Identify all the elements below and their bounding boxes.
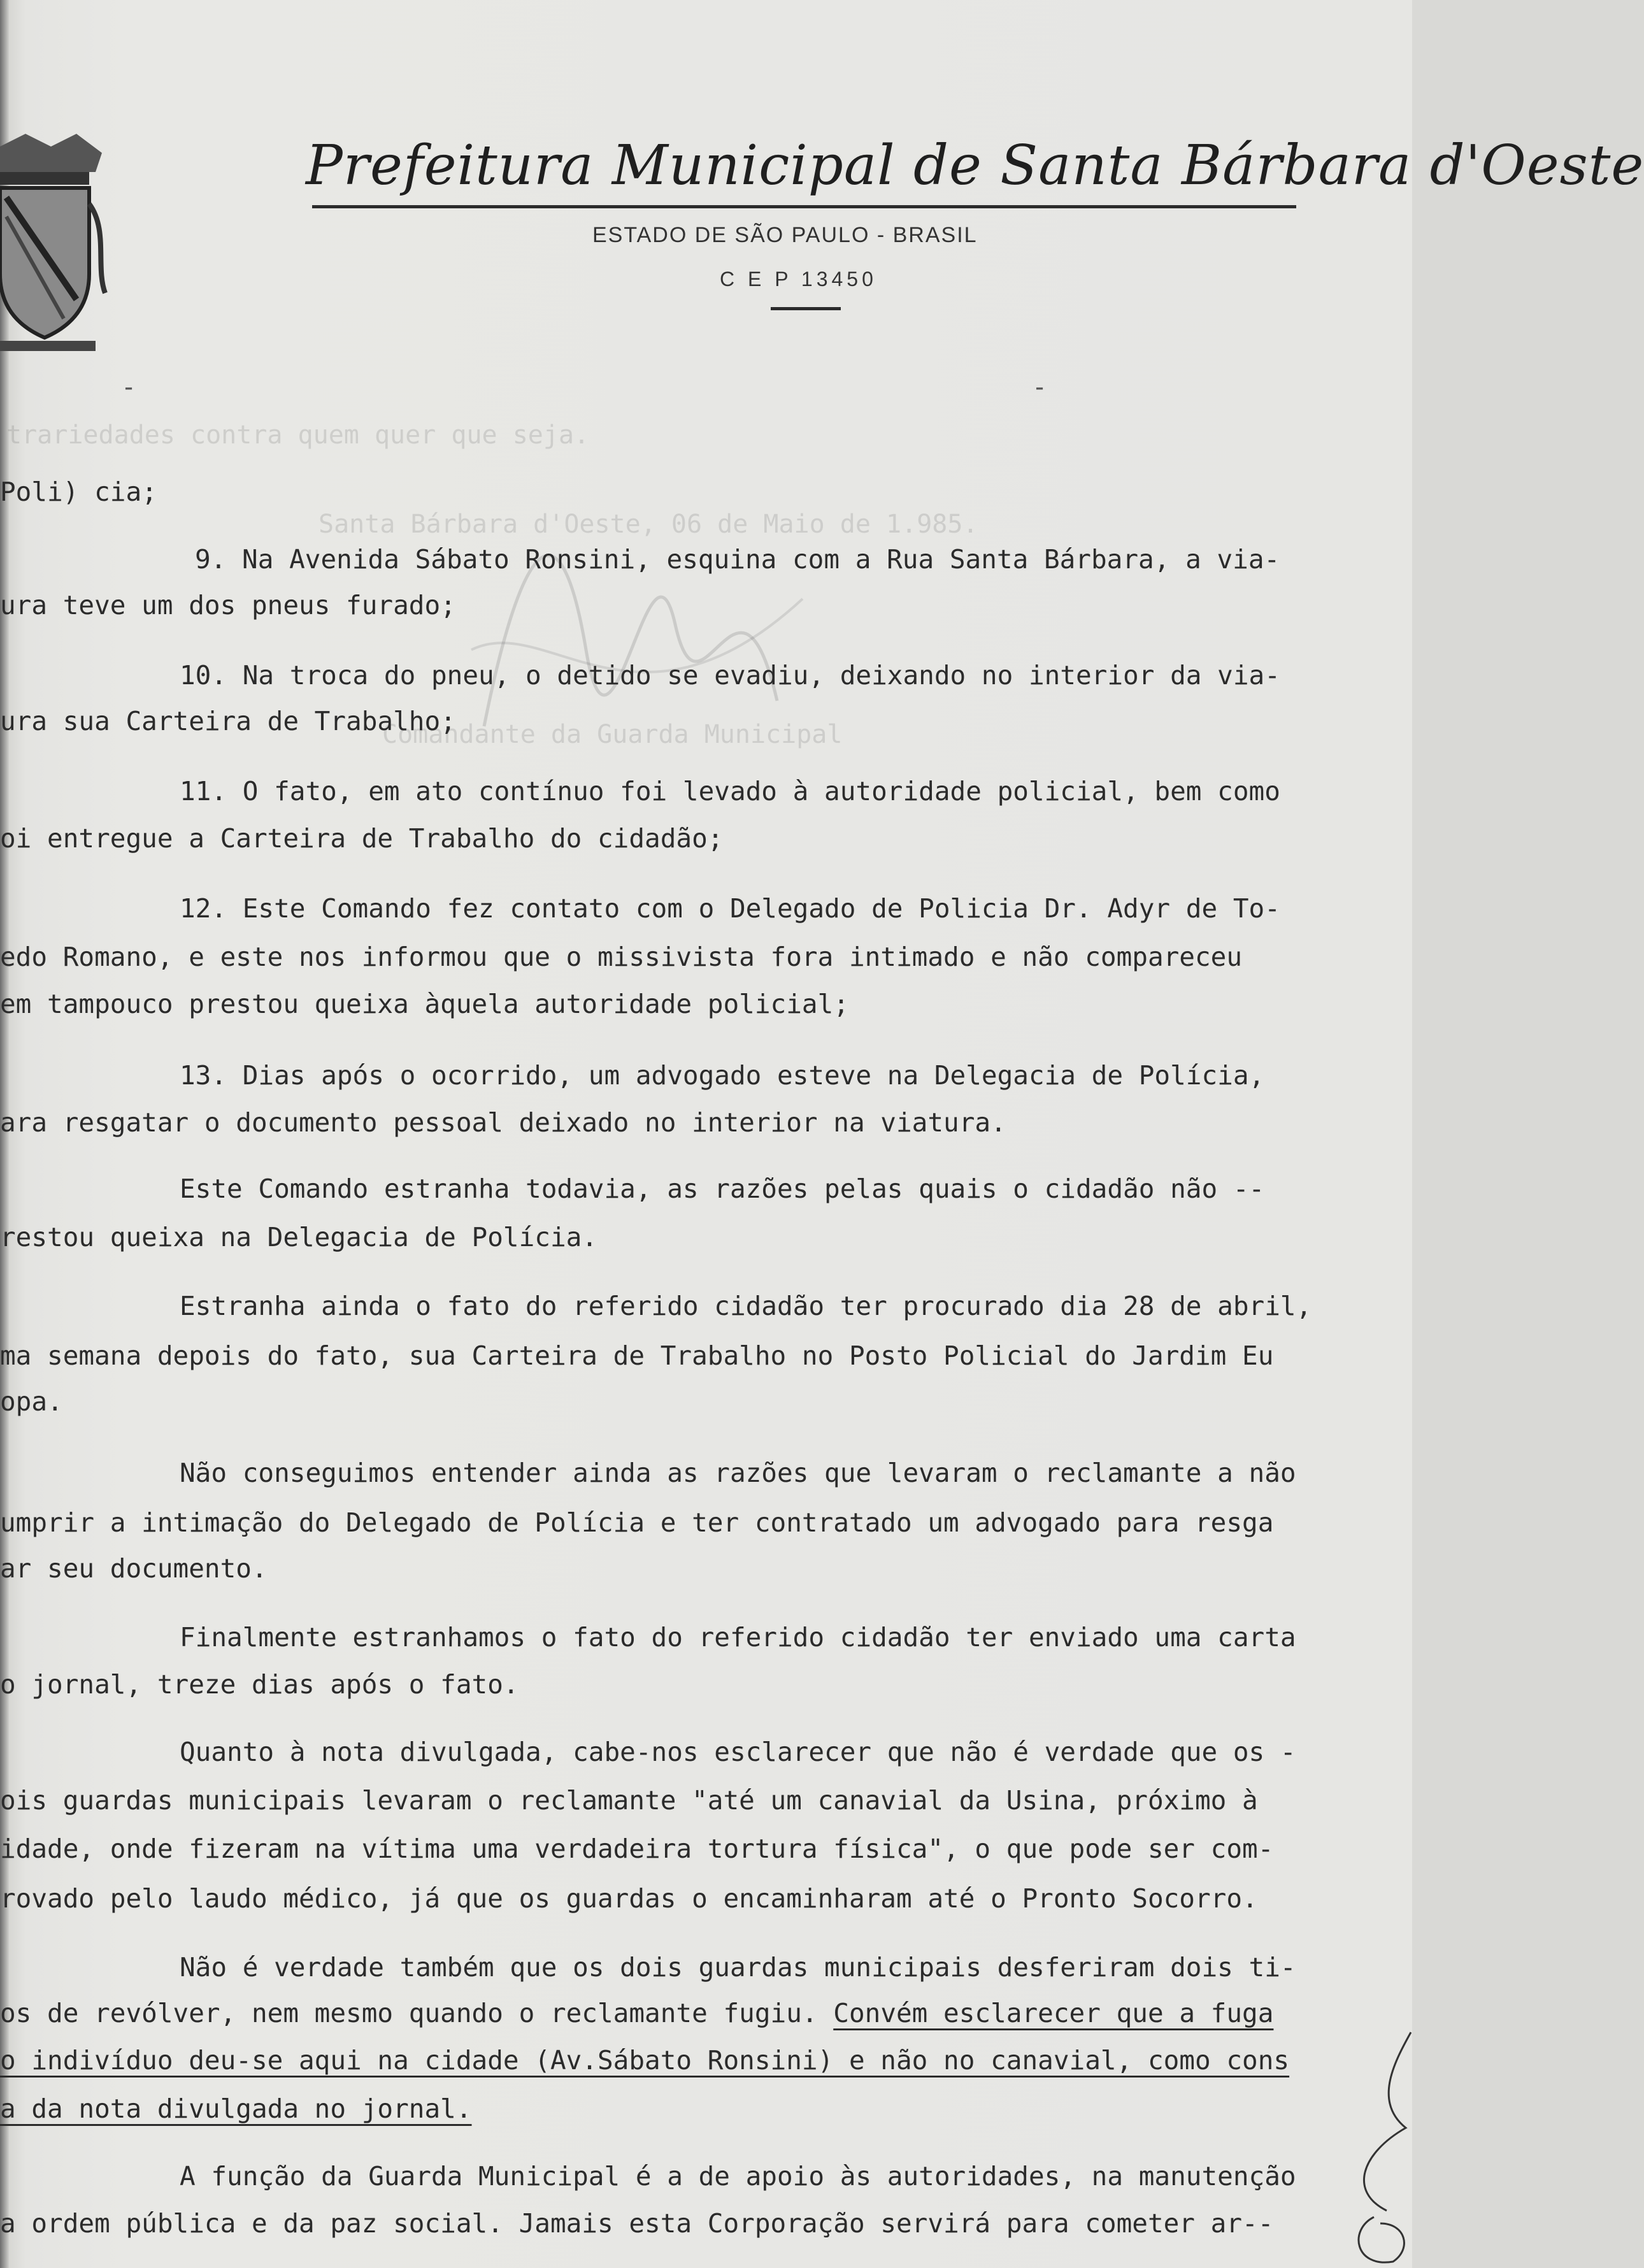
letterhead-state: ESTADO DE SÃO PAULO - BRASIL bbox=[592, 223, 978, 247]
body-line: 12. Este Comando fez contato com o Delegado de Policia Dr. Adyr de To- bbox=[180, 893, 1280, 924]
body-line: em tampouco prestou queixa àquela autoridade policial; bbox=[0, 989, 849, 1019]
body-line: ara resgatar o documento pessoal deixado no interior na viatura. bbox=[0, 1107, 1006, 1138]
letterhead-dash bbox=[771, 307, 841, 310]
body-line: umprir a intimação do Delegado de Polícia e ter contratado um advogado para resga bbox=[0, 1507, 1274, 1538]
body-line: a ordem pública e da paz social. Jamais esta Corporação servirá para cometer ar-- bbox=[0, 2208, 1274, 2239]
margin-pen-mark-icon bbox=[1336, 2026, 1412, 2268]
body-line: Quanto à nota divulgada, cabe-nos esclarecer que não é verdade que os - bbox=[180, 1737, 1296, 1767]
body-line-underlined: o indivíduo deu-se aqui na cidade (Av.Sábato Ronsini) e não no canavial, como cons bbox=[0, 2045, 1290, 2076]
body-line: ma semana depois do fato, sua Carteira de Trabalho no Posto Policial do Jardim Eu bbox=[0, 1340, 1274, 1371]
body-line: opa. bbox=[0, 1386, 63, 1417]
body-line: Não conseguimos entender ainda as razões que levaram o reclamante a não bbox=[180, 1458, 1296, 1488]
underlined-text: Convém esclarecer que a fuga bbox=[833, 1998, 1274, 2028]
stray-mark: - bbox=[1032, 373, 1048, 402]
letterhead-rule bbox=[312, 205, 1296, 208]
body-line: restou queixa na Delegacia de Polícia. bbox=[0, 1222, 597, 1252]
letterhead-cep: C E P 13450 bbox=[720, 268, 877, 291]
stray-mark: - bbox=[121, 373, 137, 402]
body-line: ura sua Carteira de Trabalho; bbox=[0, 706, 456, 736]
body-line: Não é verdade também que os dois guardas municipais desferiram dois ti- bbox=[180, 1952, 1296, 1983]
coat-of-arms-icon bbox=[0, 127, 105, 357]
body-line-underlined: a da nota divulgada no jornal. bbox=[0, 2093, 472, 2124]
body-line: o jornal, treze dias após o fato. bbox=[0, 1669, 519, 1700]
body-line: Poli) cia; bbox=[0, 477, 157, 507]
show-through-line: Comandante da Guarda Municipal bbox=[382, 720, 843, 749]
body-line: edo Romano, e este nos informou que o missivista fora intimado e não compareceu bbox=[0, 942, 1243, 972]
body-line: Este Comando estranha todavia, as razões pelas quais o cidadão não -- bbox=[180, 1173, 1265, 1204]
body-line: 11. O fato, em ato contínuo foi levado à autoridade policial, bem como bbox=[180, 776, 1280, 807]
body-line: 13. Dias após o ocorrido, um advogado esteve na Delegacia de Polícia, bbox=[180, 1060, 1265, 1091]
letterhead-title: Prefeitura Municipal de Santa Bárbara d'Oeste bbox=[306, 134, 1644, 197]
body-line: ura teve um dos pneus furado; bbox=[0, 590, 456, 621]
show-through-line: Santa Bárbara d'Oeste, 06 de Maio de 1.985. bbox=[318, 510, 978, 539]
body-line: A função da Guarda Municipal é a de apoio às autoridades, na manutenção bbox=[180, 2161, 1296, 2192]
show-through-line: trariedades contra quem quer que seja. bbox=[6, 420, 590, 450]
body-line: idade, onde fizeram na vítima uma verdadeira tortura física", o que pode ser com- bbox=[0, 1834, 1274, 1864]
body-line: ar seu documento. bbox=[0, 1553, 268, 1584]
body-line: Finalmente estranhamos o fato do referido cidadão ter enviado uma carta bbox=[180, 1622, 1296, 1653]
body-line: rovado pelo laudo médico, já que os guardas o encaminharam até o Pronto Socorro. bbox=[0, 1883, 1258, 1914]
body-line: ois guardas municipais levaram o reclamante "até um canavial da Usina, próximo à bbox=[0, 1785, 1258, 1816]
body-line: 9. Na Avenida Sábato Ronsini, esquina com a Rua Santa Bárbara, a via- bbox=[195, 544, 1280, 575]
body-line bbox=[0, 2000, 1273, 2027]
body-line: oi entregue a Carteira de Trabalho do cidadão; bbox=[0, 823, 724, 854]
body-line: Estranha ainda o fato do referido cidadão ter procurado dia 28 de abril, bbox=[180, 1291, 1312, 1321]
body-line-text: os de revólver, nem mesmo quando o reclamante fugiu. bbox=[0, 1998, 834, 2028]
body-line: 10. Na troca do pneu, o detido se evadiu, deixando no interior da via- bbox=[180, 660, 1280, 691]
show-through-signature-icon bbox=[446, 459, 828, 790]
